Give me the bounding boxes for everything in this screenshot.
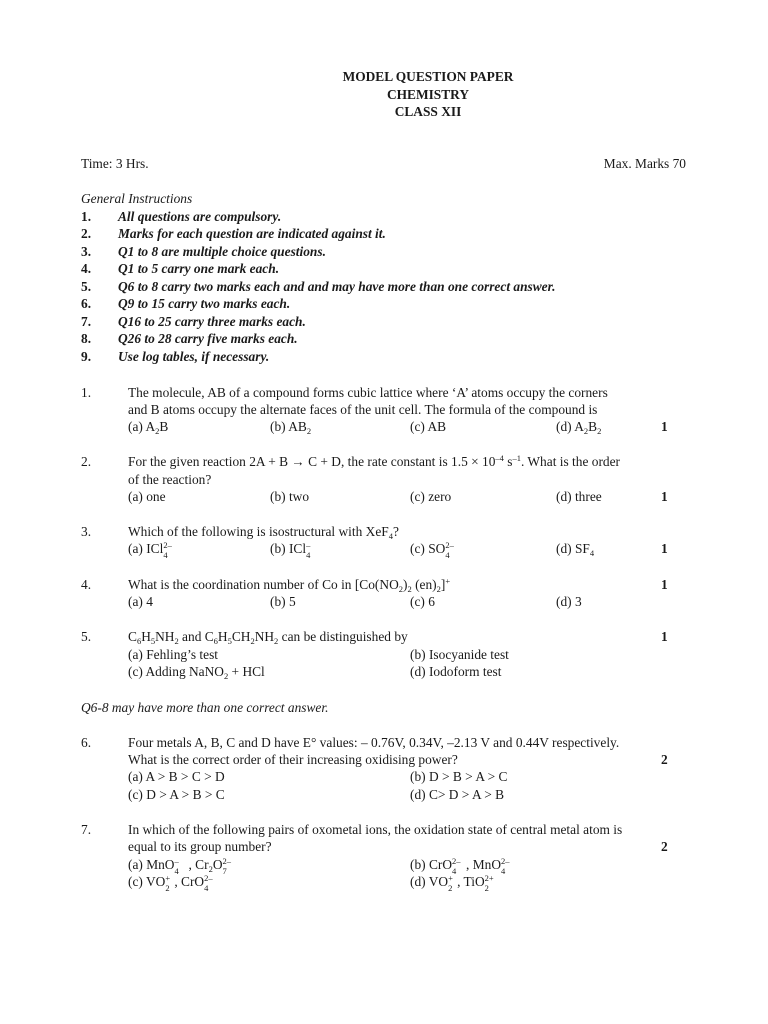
option-b: (b) Isocyanide test — [410, 647, 509, 662]
instruction-text: Q26 to 28 carry five marks each. — [118, 331, 298, 346]
instruction-text: All questions are compulsory. — [118, 209, 282, 224]
question-text: equal to its group number? — [128, 839, 272, 854]
instruction-number: 8. — [81, 331, 92, 346]
option-a: (a) MnO – 4 , $Cr_2O$ 2– 7 — [128, 856, 231, 876]
instruction-number: 7. — [81, 314, 92, 329]
instruction-number: 4. — [81, 261, 92, 276]
instruction-number: 1. — [81, 209, 92, 224]
question-text: For the given reaction 2A + B → C + D, the rate constant is $1.5 \times 10^{-4}$ $s^{-1}$. What is the order — [128, 453, 621, 469]
marks: 2 — [661, 839, 668, 854]
instruction-number: 6. — [81, 296, 92, 311]
instruction-number: 9. — [81, 349, 92, 364]
question-number: 5. — [81, 629, 92, 644]
question-number: 4. — [81, 577, 92, 592]
paper-class: CLASS XII — [394, 104, 462, 119]
question-text: of the reaction? — [128, 472, 212, 487]
option-d: (d) three — [556, 489, 602, 504]
paper-subject: CHEMISTRY — [386, 87, 470, 102]
option-b: (b) $AB_2$ — [270, 419, 312, 436]
marks: 2 — [661, 752, 668, 767]
option-b: (b) 5 — [270, 594, 296, 609]
option-d: (d) $A_2B_2$ — [556, 419, 602, 436]
option-a: (a) 4 — [128, 594, 153, 609]
option-a: (a) A > B > C > D — [128, 769, 225, 784]
instruction-text: Q1 to 5 carry one mark each. — [118, 261, 280, 276]
section-note: Q6-8 may have more than one correct answer. — [81, 700, 329, 715]
option-d: (d) $SF_4$ — [556, 541, 595, 558]
instruction-number: 3. — [81, 244, 92, 259]
option-a: (a) $A_2B$ — [128, 419, 169, 436]
option-c: (c) Adding NaNO$_2$ + HCl — [128, 664, 265, 681]
instruction-number: 2. — [81, 226, 92, 241]
option-c: (c) 6 — [410, 594, 435, 609]
instruction-text: Q16 to 25 carry three marks each. — [118, 314, 306, 329]
question-text: $C_6H_5NH_2$ and $C_6H_5CH_2NH_2$ can be distinguished by — [128, 629, 408, 646]
marks: 1 — [661, 489, 668, 504]
option-b: (b) D > B > A > C — [410, 769, 508, 784]
marks: 1 — [661, 419, 668, 434]
paper-title: MODEL QUESTION PAPER — [342, 69, 514, 84]
option-b: (b) ICl – 4 — [270, 540, 311, 560]
option-a: (a) one — [128, 489, 166, 504]
instruction-text: Use log tables, if necessary. — [118, 349, 270, 364]
instruction-text: Q6 to 8 carry two marks each and and may have more than one correct answer. — [118, 279, 556, 294]
time-allowed: Time: 3 Hrs. — [81, 156, 149, 171]
question-number: 1. — [81, 385, 92, 400]
option-c: (c) zero — [410, 489, 452, 504]
question-text: What is the coordination number of Co in [$Co(NO_2)_2$ $(en)_2]^+$ — [128, 576, 451, 594]
question-text: Four metals A, B, C and D have E° values: – 0.76V, 0.34V, –2.13 V and 0.44V respectively. — [128, 735, 620, 750]
question-text: What is the correct order of their increasing oxidising power? — [128, 752, 458, 767]
option-c: (c) SO 2– 4 — [410, 540, 454, 560]
question-text: The molecule, AB of a compound forms cubic lattice where ‘A’ atoms occupy the corners — [128, 385, 608, 400]
option-d: (d) Iodoform test — [410, 664, 502, 679]
question-text: In which of the following pairs of oxometal ions, the oxidation state of central metal atom is — [128, 822, 623, 837]
question-number: 7. — [81, 822, 92, 837]
option-c: (c) AB — [410, 419, 447, 434]
option-c: (c) D > A > B > C — [128, 787, 225, 802]
instruction-text: Q1 to 8 are multiple choice questions. — [118, 244, 326, 259]
instructions-heading: General Instructions — [81, 191, 193, 206]
option-a: (a) ICl 2– 4 — [128, 540, 172, 560]
instruction-text: Q9 to 15 carry two marks each. — [118, 296, 291, 311]
marks: 1 — [661, 629, 668, 644]
question-text: and B atoms occupy the alternate faces of the unit cell. The formula of the compound is — [128, 402, 598, 417]
option-d: (d) C> D > A > B — [410, 787, 505, 802]
option-b: (b) CrO 2– 4 , MnO 2– 4 — [410, 856, 510, 876]
option-d: (d) VO + 2 , TiO 2+ 2 — [410, 873, 494, 893]
instruction-text: Marks for each question are indicated against it. — [118, 226, 386, 241]
option-d: (d) 3 — [556, 594, 582, 609]
question-number: 3. — [81, 524, 92, 539]
option-c: (c) VO + 2 , CrO 2– 4 — [128, 873, 213, 893]
question-number: 2. — [81, 454, 92, 469]
marks: 1 — [661, 577, 668, 592]
max-marks: Max. Marks 70 — [603, 156, 686, 171]
option-b: (b) two — [270, 489, 310, 504]
question-text: Which of the following is isostructural with XeF$_4$? — [128, 524, 399, 541]
option-a: (a) Fehling’s test — [128, 647, 219, 662]
question-number: 6. — [81, 735, 92, 750]
instruction-number: 5. — [81, 279, 92, 294]
marks: 1 — [661, 541, 668, 556]
